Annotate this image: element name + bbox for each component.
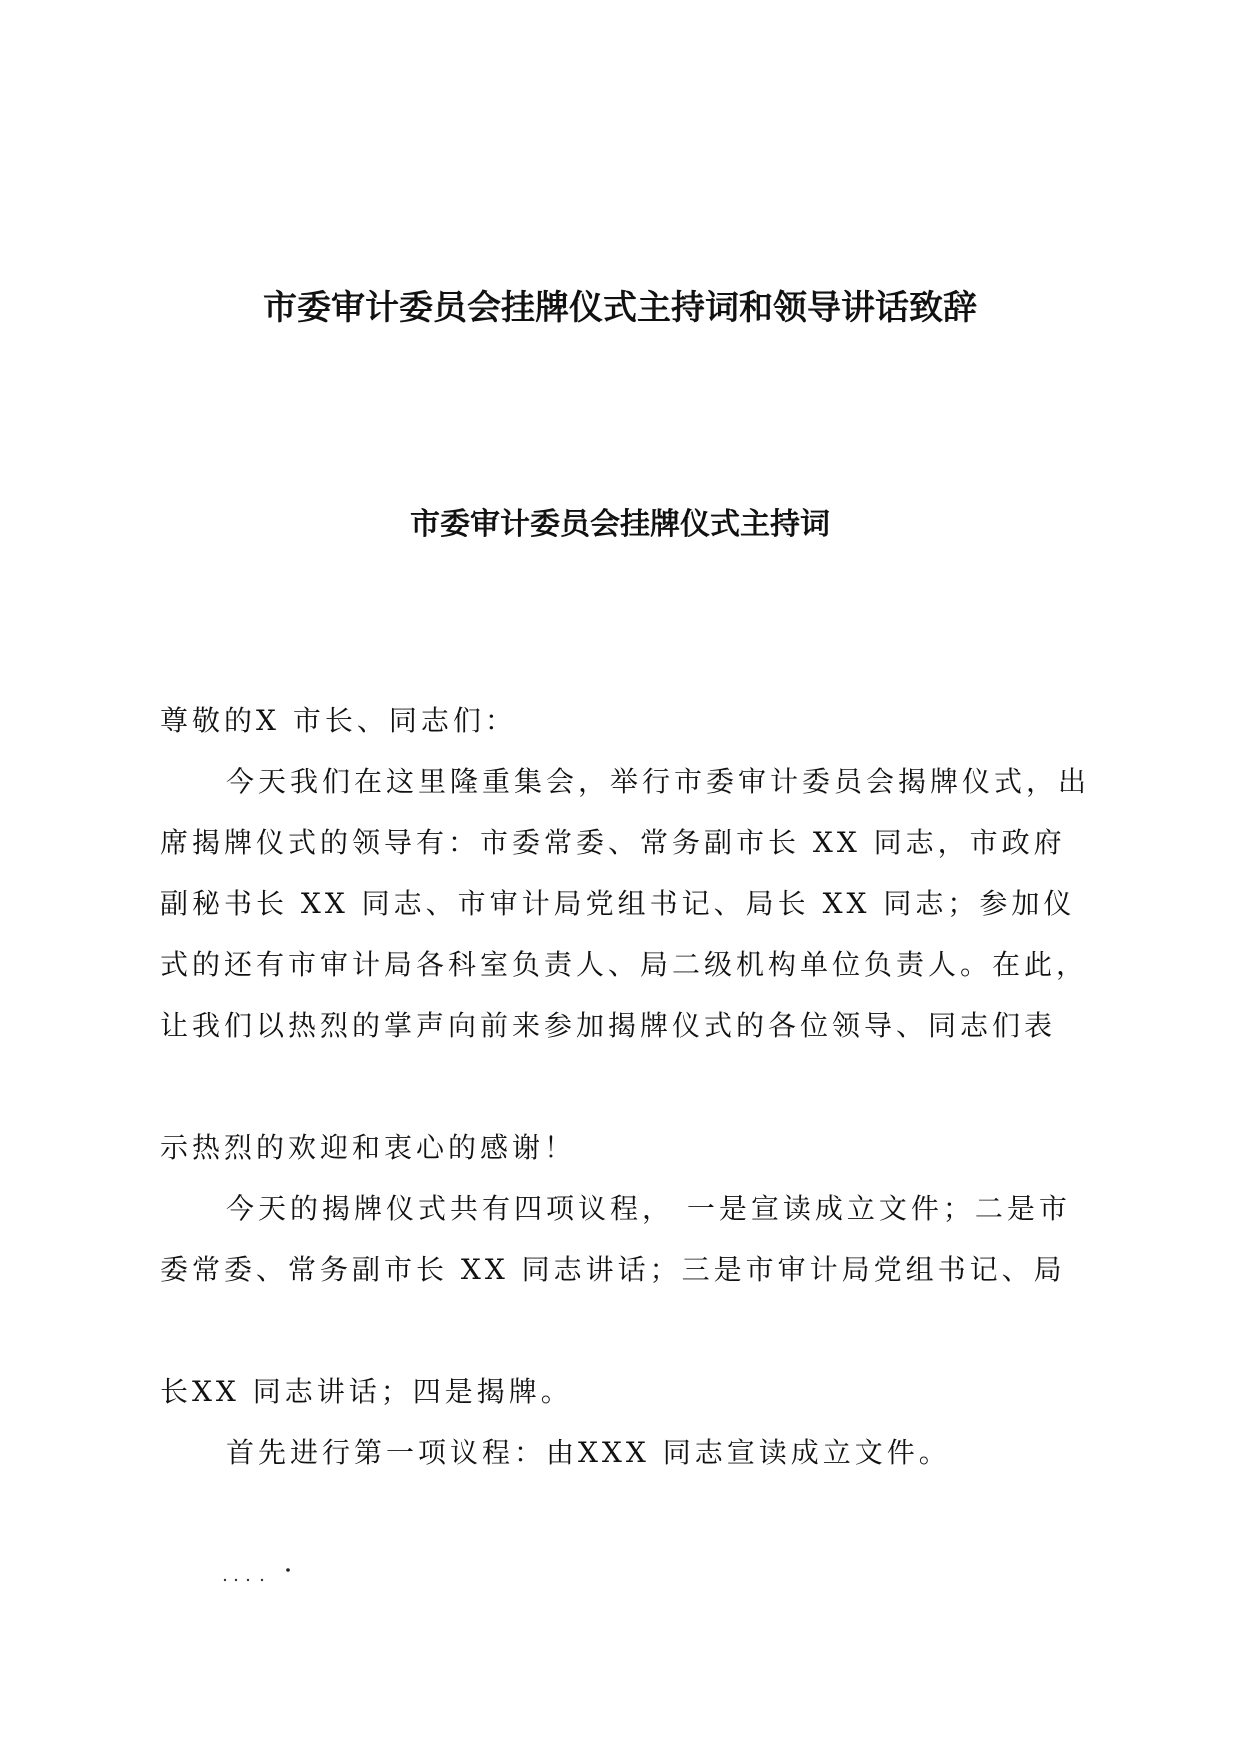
ellipsis-marks [222,1560,342,1584]
agenda-paragraph: 今天的揭牌仪式共有四项议程， 一是宣读成立文件；二是市委常委、常务副市长 XX 同志讲话；三是市审计局党组书记、局 [160,1192,1071,1286]
opening-paragraph: 今天我们在这里隆重集会，举行市委审计委员会揭牌仪式，出席揭牌仪式的领导有：市委常委、常务副市长 XX 同志，市政府副秘书长 XX 同志、市审计局党组书记、局长 XX 同志；参加仪 式的还有市审计局各科室负责人、局二级机构单位负责人。在此， 让我们以热烈的掌声向前来参加揭牌仪式的各位领导、同志们表 [160,765,1091,1042]
welcome-paragraph: 示热烈的欢迎和衷心的感谢！ [160,1131,577,1164]
first-item-paragraph: 首先进行第一项议程：由XXX 同志宣读成立文件。 [226,1436,951,1469]
section-title: 市委审计委员会挂牌仪式主持词 [410,507,830,542]
document-title: 市委审计委员会挂牌仪式主持词和领导讲话致辞 [263,288,977,328]
agenda-continued-paragraph: 长XX 同志讲话；四是揭牌。 [160,1375,573,1408]
salutation-paragraph: 尊敬的X 市长、同志们： [160,704,517,737]
